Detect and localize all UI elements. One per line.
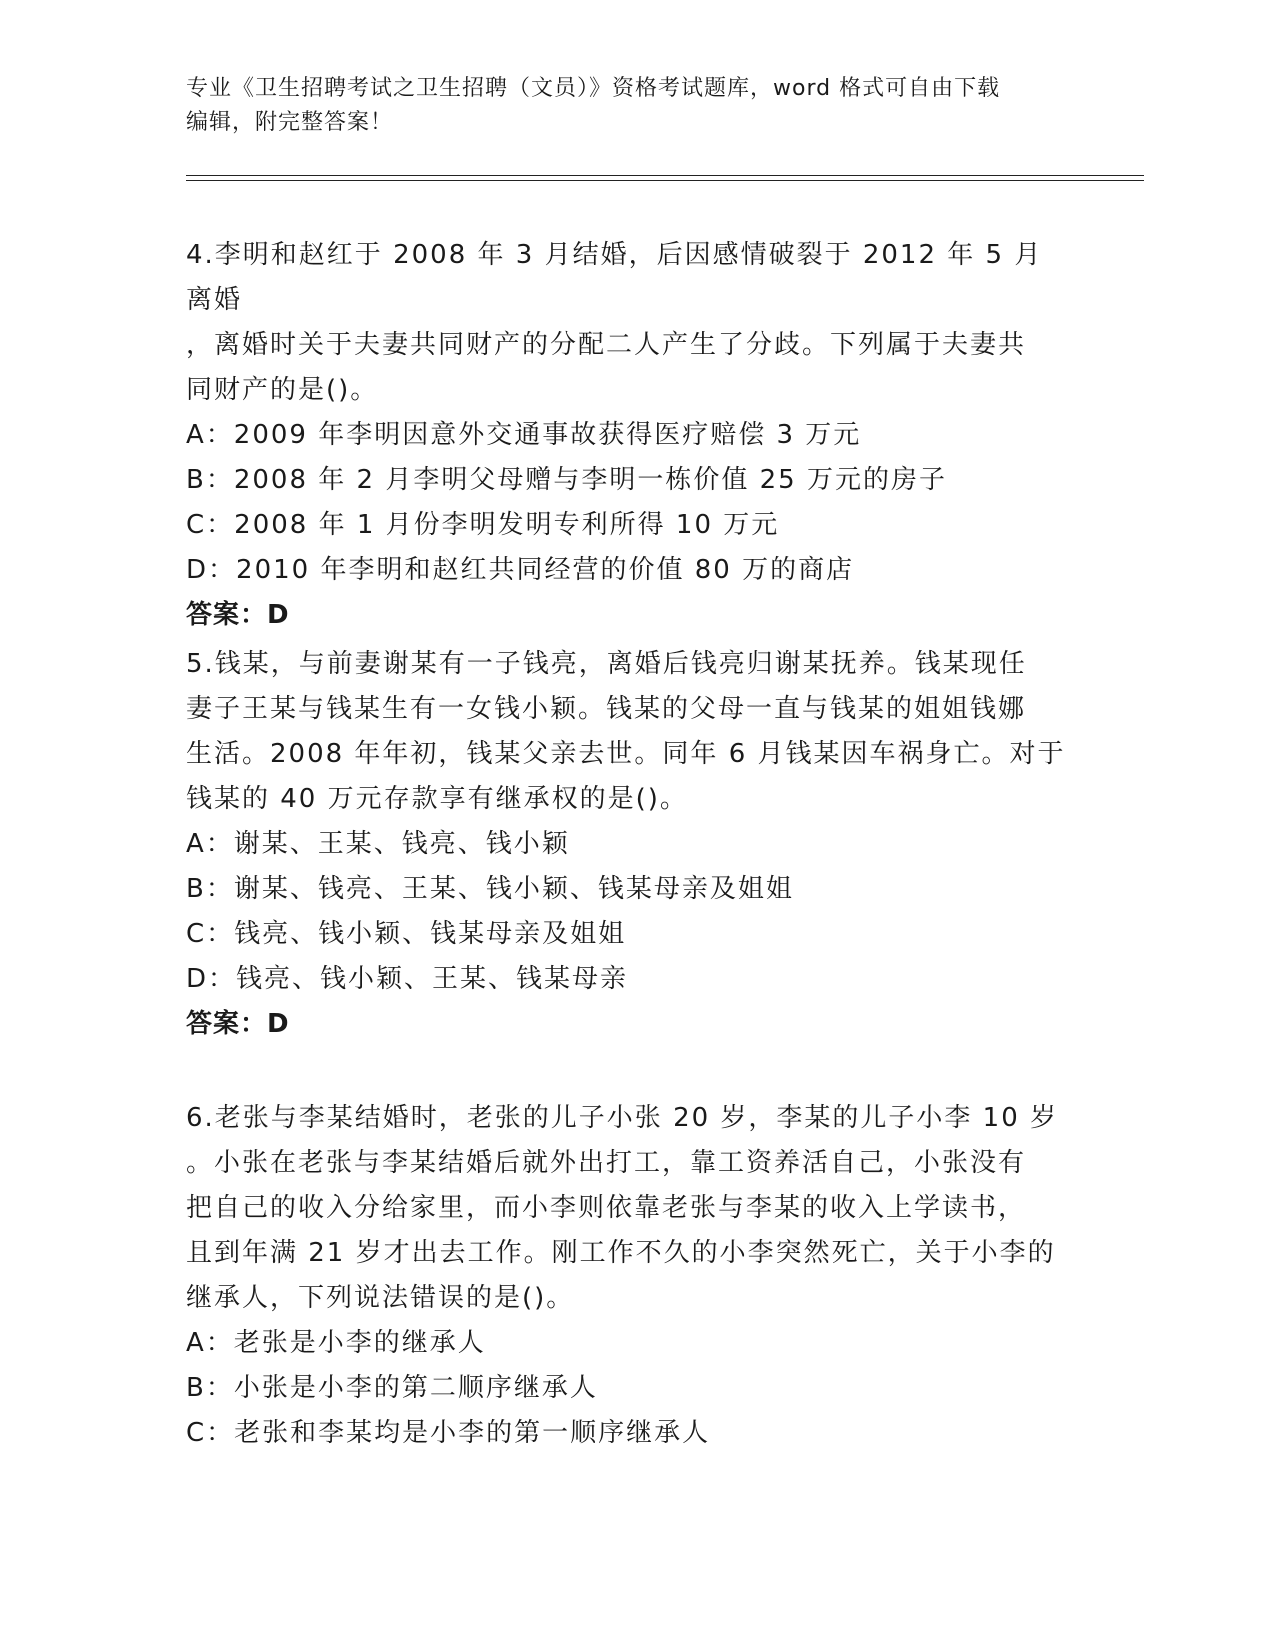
question-4: [186, 233, 1066, 638]
option-d: D：钱亮、钱小颖、王某、钱某母亲: [186, 964, 629, 994]
header-line-1: 专业《卫生招聘考试之卫生招聘（文员）》资格考试题库，word 格式可自由下载: [186, 76, 1001, 101]
question-stem-line: 生活。2008 年年初，钱某父亲去世。同年 6 月钱某因车祸身亡。对于: [186, 739, 1066, 769]
answer: 答案：D: [186, 1009, 290, 1039]
question-stem-line: 钱某的 40 万元存款享有继承权的是()。: [186, 784, 688, 814]
option-d: D：2010 年李明和赵红共同经营的价值 80 万的商店: [186, 555, 855, 585]
question-stem-line: 4.李明和赵红于 2008 年 3 月结婚，后因感情破裂于 2012 年 5 月离婚: [186, 240, 1043, 315]
question-stem-line: 。小张在老张与李某结婚后就外出打工，靠工资养活自己，小张没有: [186, 1148, 1027, 1178]
question-stem-line: 且到年满 21 岁才出去工作。刚工作不久的小李突然死亡，关于小李的: [186, 1238, 1056, 1268]
question-stem-line: 把自己的收入分给家里，而小李则依靠老张与李某的收入上学读书，: [186, 1193, 1027, 1223]
header-divider-bottom: [186, 180, 1144, 181]
option-a: A：2009 年李明因意外交通事故获得医疗赔偿 3 万元: [186, 420, 862, 450]
question-6: [186, 1096, 1066, 1456]
question-stem-line: 继承人，下列说法错误的是()。: [186, 1283, 575, 1313]
question-stem-line: 同财产的是()。: [186, 375, 379, 405]
option-b: B：谢某、钱亮、王某、钱小颖、钱某母亲及姐姐: [186, 874, 794, 904]
header-divider-top: [186, 175, 1144, 176]
option-c: C：2008 年 1 月份李明发明专利所得 10 万元: [186, 510, 780, 540]
question-stem-line: 妻子王某与钱某生有一女钱小颖。钱某的父母一直与钱某的姐姐钱娜: [186, 694, 1027, 724]
option-a: A：谢某、王某、钱亮、钱小颖: [186, 829, 570, 859]
option-a: A：老张是小李的继承人: [186, 1328, 486, 1358]
option-b: B：2008 年 2 月李明父母赠与李明一栋价值 25 万元的房子: [186, 465, 947, 495]
option-c: C：老张和李某均是小李的第一顺序继承人: [186, 1418, 711, 1448]
question-stem-line: 5.钱某，与前妻谢某有一子钱亮，离婚后钱亮归谢某抚养。钱某现任: [186, 649, 1027, 679]
option-b: B：小张是小李的第二顺序继承人: [186, 1373, 598, 1403]
option-c: C：钱亮、钱小颖、钱某母亲及姐姐: [186, 919, 627, 949]
question-stem-line: 6.老张与李某结婚时，老张的儿子小张 20 岁，李某的儿子小李 10 岁: [186, 1103, 1059, 1133]
question-stem-line: ，离婚时关于夫妻共同财产的分配二人产生了分歧。下列属于夫妻共: [186, 330, 1027, 360]
answer: 答案：D: [186, 600, 290, 630]
document-header: [186, 72, 1086, 140]
question-5: [186, 642, 1066, 1047]
header-line-2: 编辑，附完整答案！: [186, 110, 394, 135]
